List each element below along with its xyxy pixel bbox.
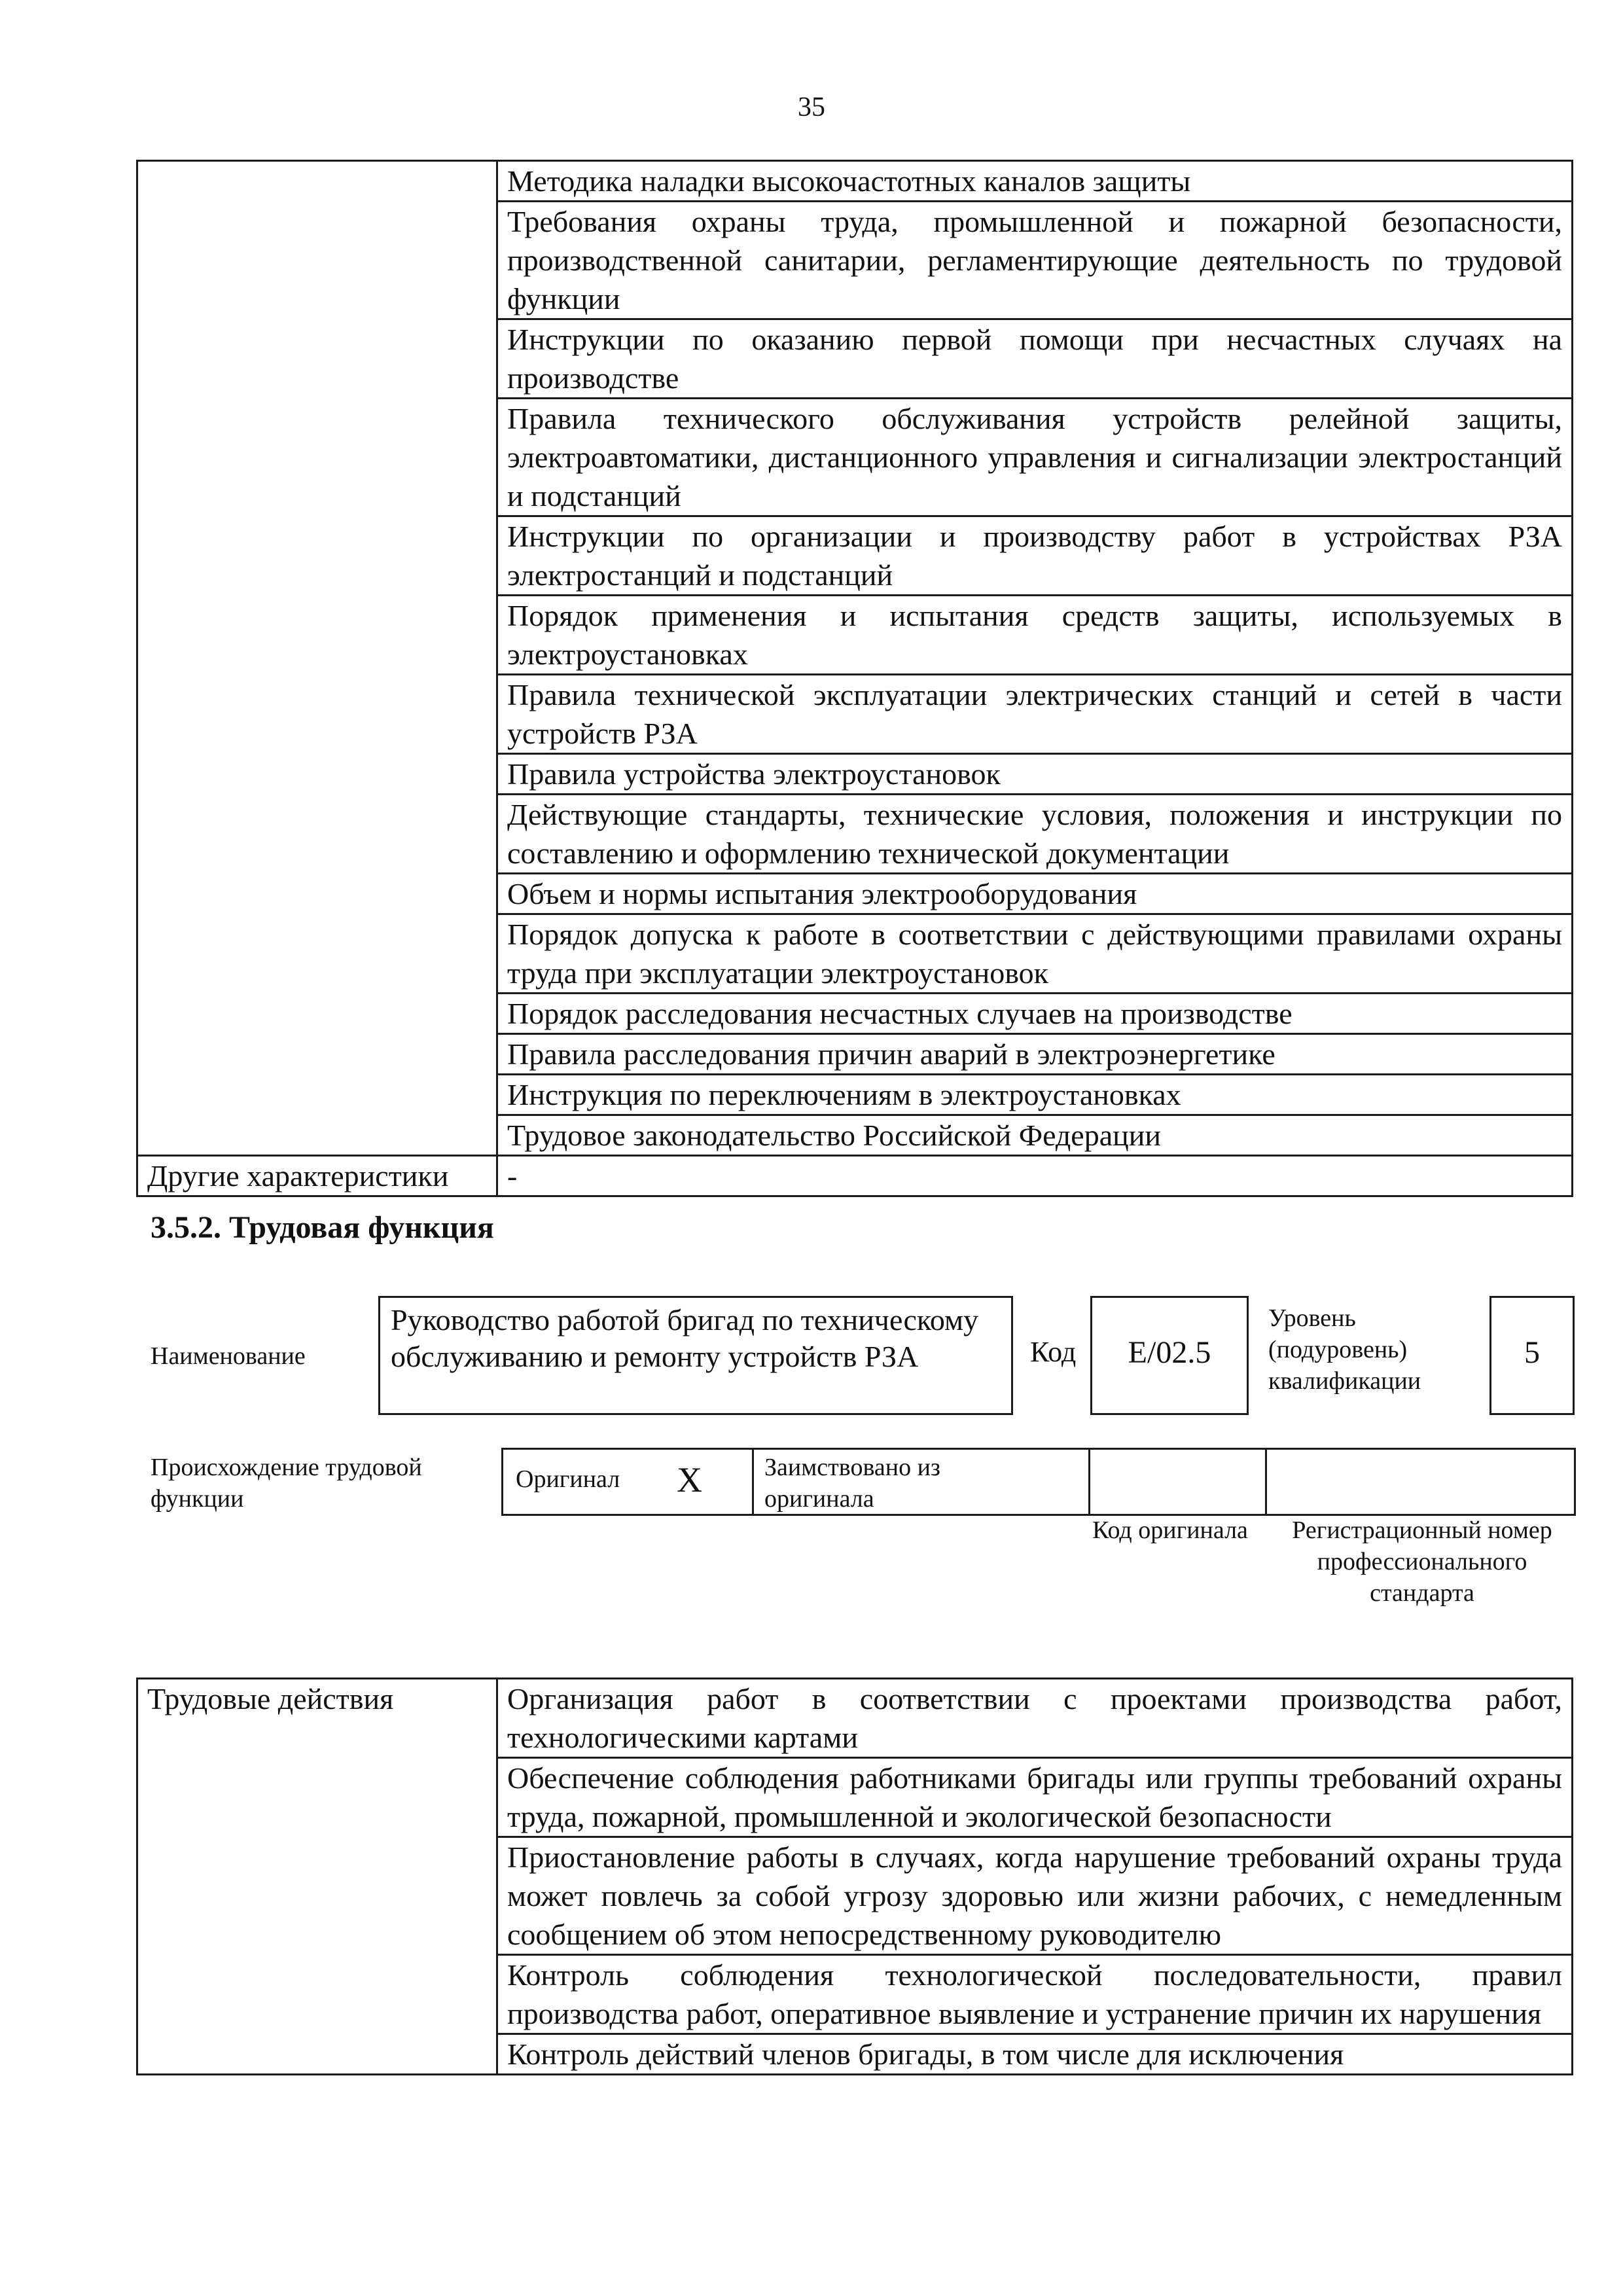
knowledge-table — [136, 160, 1573, 1197]
knowledge-label-cell — [137, 161, 497, 1156]
action-item: Контроль соблюдения технологической последовательности, правил производства работ, оперативное выявление и устранение причин их нарушения — [497, 1955, 1573, 2034]
knowledge-item: Правила технического обслуживания устройств релейной защиты, электроавтоматики, дистанционного управления и сигнализации электростанций и подстанций — [497, 399, 1573, 516]
page-number: 35 — [798, 92, 825, 122]
knowledge-item: Требования охраны труда, промышленной и пожарной безопасности, производственной санитарии, регламентирующие деятельность по трудовой функции — [497, 202, 1573, 319]
action-item: Контроль действий членов бригады, в том числе для исключения — [497, 2034, 1573, 2075]
caption-registration-number: Регистрационный номер профессионального стандарта — [1292, 1516, 1552, 1607]
knowledge-item: Правила технической эксплуатации электрических станций и сетей в части устройств РЗА — [497, 675, 1573, 754]
action-item: Приостановление работы в случаях, когда нарушение требований охраны труда может повлечь за собой угрозу здоровью или жизни рабочих, с немедленным сообщением об этом непосредственному руководителю — [497, 1837, 1573, 1955]
origin-mark: X — [677, 1460, 702, 1499]
knowledge-item: Объем и нормы испытания электрооборудования — [497, 874, 1573, 914]
knowledge-item: Порядок применения и испытания средств защиты, используемых в электроустановках — [497, 596, 1573, 675]
origin-reg-cell — [1265, 1450, 1574, 1514]
caption-code-original: Код оригинала — [1092, 1516, 1248, 1544]
table-row — [137, 1156, 1573, 1196]
other-characteristics-label: Другие характеристики — [137, 1156, 497, 1196]
knowledge-item: Порядок допуска к работе в соответствии с действующими правилами охраны труда при эксплуатации электроустановок — [497, 914, 1573, 994]
knowledge-item: Действующие стандарты, технические условия, положения и инструкции по составлению и оформлению технической документации — [497, 795, 1573, 874]
knowledge-item: Порядок расследования несчастных случаев на производстве — [497, 994, 1573, 1034]
knowledge-item: Правила устройства электроустановок — [497, 754, 1573, 795]
level-label: Уровень (подуровень) квалификации — [1268, 1304, 1421, 1395]
origin-borrowed-label: Заимствовано из оригинала — [764, 1454, 940, 1513]
knowledge-item: Инструкции по организации и производству работ в устройствах РЗА электростанций и подстанций — [497, 516, 1573, 596]
knowledge-item: Трудовое законодательство Российской Федерации — [497, 1115, 1573, 1156]
knowledge-item: Инструкции по оказанию первой помощи при несчастных случаях на производстве — [497, 319, 1573, 399]
function-name-box: Руководство работой бригад по техническому обслуживанию и ремонту устройств РЗА — [378, 1296, 1013, 1415]
other-characteristics-value: - — [497, 1156, 1573, 1196]
actions-table — [136, 1677, 1573, 2075]
name-label: Наименование — [151, 1342, 306, 1370]
knowledge-item: Правила расследования причин аварий в электроэнергетике — [497, 1034, 1573, 1075]
knowledge-item: Методика наладки высокочастотных каналов защиты — [497, 161, 1573, 202]
origin-box — [501, 1448, 1576, 1516]
section-heading: 3.5.2. Трудовая функция — [151, 1210, 494, 1245]
origin-code-cell — [1088, 1450, 1267, 1514]
actions-label: Трудовые действия — [137, 1679, 497, 2075]
table-row — [137, 1679, 1573, 1758]
action-item: Организация работ в соответствии с проектами производства работ, технологическими картами — [497, 1679, 1573, 1758]
origin-original-label: Оригинал — [516, 1465, 620, 1493]
origin-label: Происхождение трудовой функции — [151, 1454, 422, 1513]
action-item: Обеспечение соблюдения работниками бригады или группы требований охраны труда, пожарной, промышленной и экологической безопасности — [497, 1758, 1573, 1837]
table-row — [137, 161, 1573, 202]
knowledge-item: Инструкция по переключениям в электроустановках — [497, 1075, 1573, 1115]
level-value-box: 5 — [1489, 1296, 1575, 1415]
code-label: Код — [1030, 1336, 1077, 1368]
code-value-box: E/02.5 — [1090, 1296, 1249, 1415]
